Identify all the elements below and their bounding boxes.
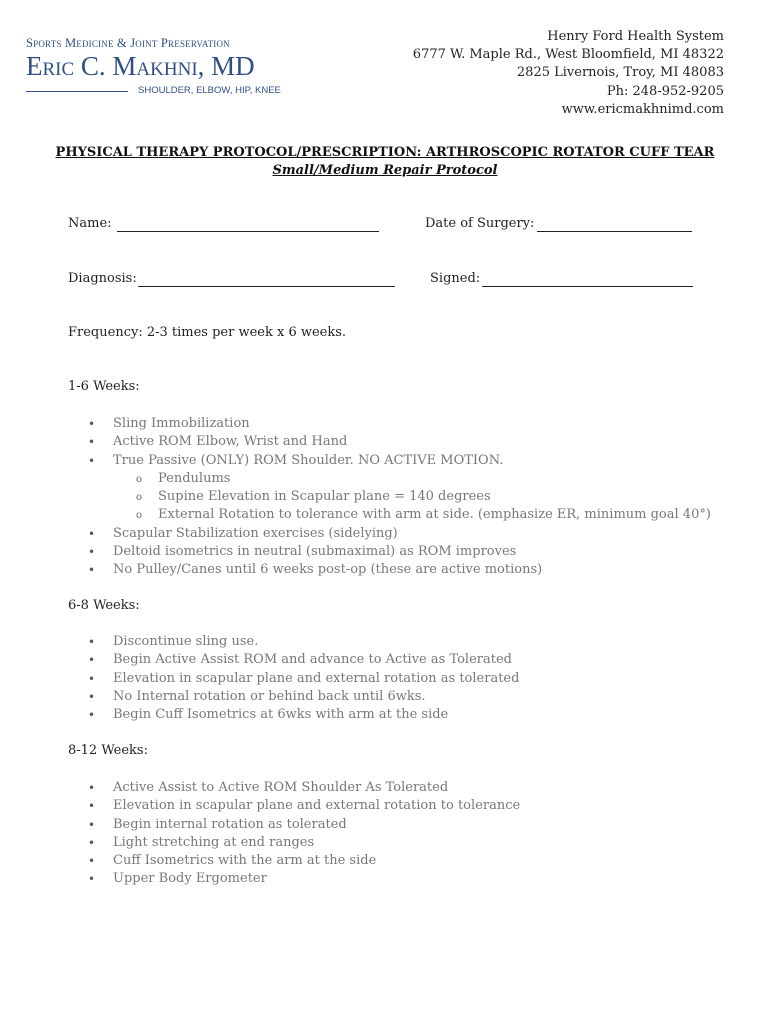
list-item: • True Passive (ONLY) ROM Shoulder. NO ACTIVE MOTION.	[86, 452, 711, 470]
list-item: • Deltoid isometrics in neutral (submaximal) as ROM improves	[86, 543, 711, 561]
name-label: Name:	[68, 216, 112, 231]
date-of-surgery-label: Date of Surgery:	[425, 216, 535, 231]
section-heading: 1-6 Weeks:	[68, 379, 140, 394]
list-item: • Begin Active Assist ROM and advance to Active as Tolerated	[86, 651, 519, 669]
diagnosis-label: Diagnosis:	[68, 271, 137, 286]
name-field[interactable]	[117, 231, 379, 232]
list-item: • Elevation in scapular plane and external rotation to tolerance	[86, 797, 520, 815]
signed-label: Signed:	[430, 271, 481, 286]
list-item: • Elevation in scapular plane and external rotation as tolerated	[86, 670, 519, 688]
list-item: • No Internal rotation or behind back until 6wks.	[86, 688, 519, 706]
frequency-text: Frequency: 2-3 times per week x 6 weeks.	[68, 325, 347, 340]
list-item: • No Pulley/Canes until 6 weeks post-op (these are active motions)	[86, 561, 711, 579]
phone-number: Ph: 248-952-9205	[606, 83, 724, 99]
document-title: PHYSICAL THERAPY PROTOCOL/PRESCRIPTION: ARTHROSCOPIC ROTATOR CUFF TEAR	[55, 145, 715, 160]
clinic-logo	[26, 36, 294, 96]
list-item: • Begin internal rotation as tolerated	[86, 816, 520, 834]
website-link[interactable]: www.ericmakhnimd.com	[561, 101, 724, 117]
logo-subtitle: Sports Medicine & Joint Preservation	[26, 36, 230, 50]
section-1-list	[86, 415, 711, 580]
section-heading: 8-12 Weeks:	[68, 743, 148, 758]
section-2-list	[86, 633, 519, 724]
address-block	[413, 28, 724, 119]
list-item: • Scapular Stabilization exercises (sidelying)	[86, 525, 711, 543]
list-item: • Begin Cuff Isometrics at 6wks with arm at the side	[86, 706, 519, 724]
address-line: Henry Ford Health System	[547, 29, 724, 44]
list-item: • Active ROM Elbow, Wrist and Hand	[86, 433, 711, 451]
address-line: 6777 W. Maple Rd., West Bloomfield, MI 48322	[412, 47, 724, 63]
document-subtitle: Small/Medium Repair Protocol	[272, 163, 498, 178]
section-3-list	[86, 779, 520, 889]
list-item: • Cuff Isometrics with the arm at the side	[86, 852, 520, 870]
diagnosis-field[interactable]	[138, 286, 395, 287]
sub-list-item: o Pendulums	[86, 470, 711, 488]
sub-list-item: o Supine Elevation in Scapular plane = 140 degrees	[86, 488, 711, 506]
list-item: • Upper Body Ergometer	[86, 870, 520, 888]
address-line: 2825 Livernois, Troy, MI 48083	[516, 65, 724, 81]
logo-tagline: SHOULDER, ELBOW, HIP, KNEE	[138, 85, 281, 96]
list-item: • Discontinue sling use.	[86, 633, 519, 651]
logo-doctor-name: Eric C. Makhni, MD	[26, 51, 255, 81]
list-item: • Active Assist to Active ROM Shoulder As Tolerated	[86, 779, 520, 797]
sub-list-item: o External Rotation to tolerance with arm at side. (emphasize ER, minimum goal 40°)	[86, 506, 711, 524]
list-item: • Sling Immobilization	[86, 415, 711, 433]
section-heading: 6-8 Weeks:	[68, 598, 140, 613]
list-item: • Light stretching at end ranges	[86, 834, 520, 852]
signature-field[interactable]	[482, 286, 693, 287]
logo-divider	[26, 91, 128, 92]
date-of-surgery-field[interactable]	[537, 231, 692, 232]
